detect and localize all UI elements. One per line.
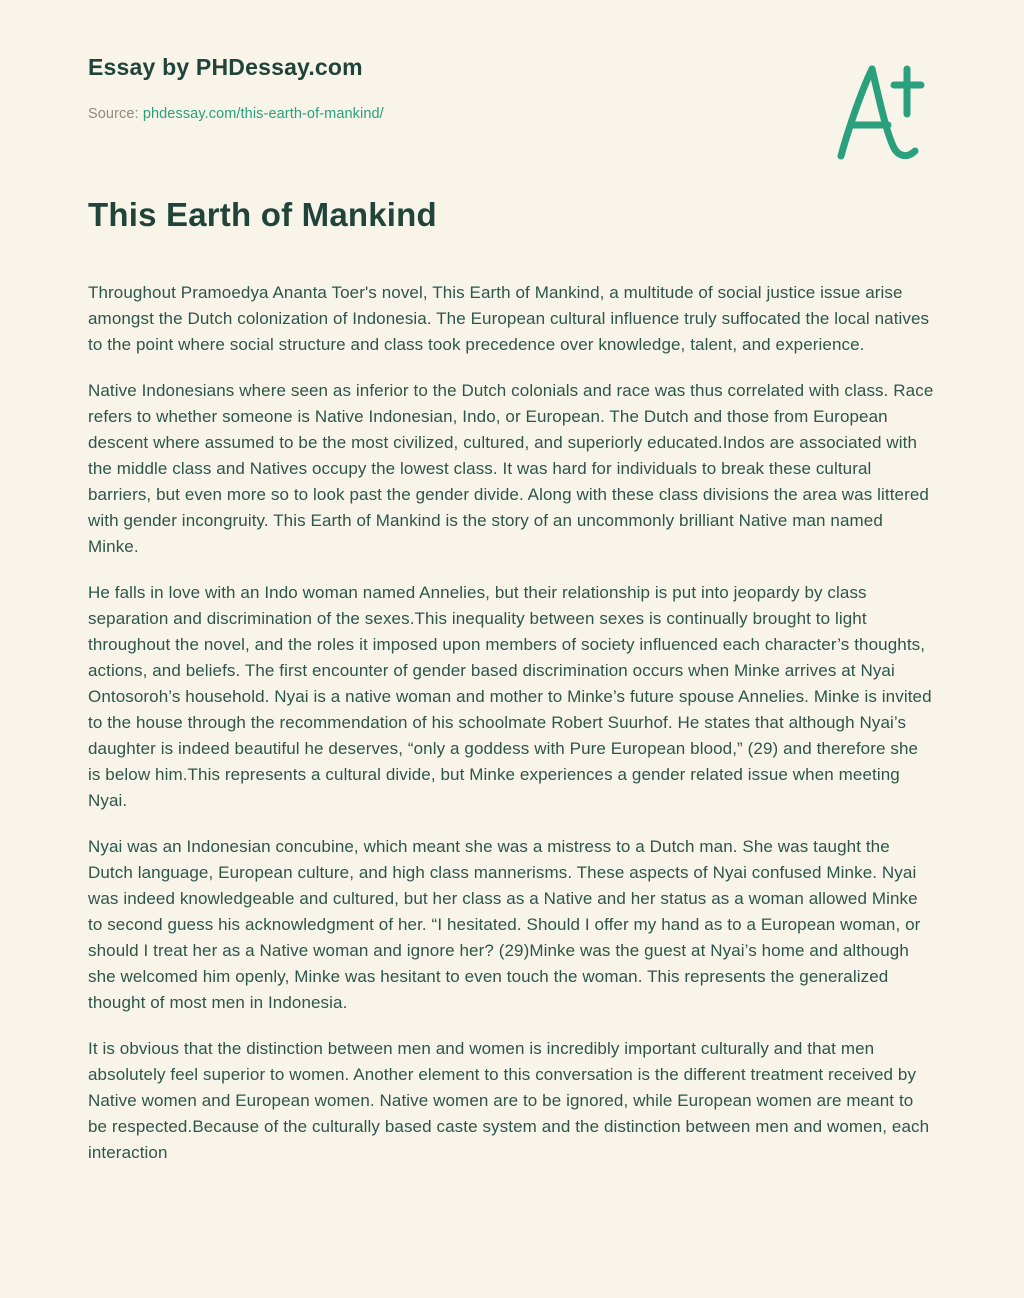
essay-title: This Earth of Mankind xyxy=(88,196,437,233)
phdessay-logo xyxy=(828,58,928,163)
essay-paragraph: It is obvious that the distinction between men and women is incredibly important culturally and that men absolutely feel superior to women. Another element to this conversation is the different treatment received by Native women and European women. Native women are to be ignored, while European women are meant to be respected.Because of the culturally based caste system and the distinction between men and women, each interaction xyxy=(88,1039,930,1162)
essay-body xyxy=(88,280,935,1166)
source-link[interactable]: phdessay.com/this-earth-of-mankind/ xyxy=(142,106,384,122)
bottom-fade-overlay xyxy=(0,1220,1024,1298)
essay-paragraph: Native Indonesians where seen as inferior to the Dutch colonials and race was thus correlated with class. Race refers to whether someone is Native Indonesian, Indo, or European. The Dutch and those from European descent where assumed to be the most civilized, cultured, and superiorly educated.Indos are associated with the middle class and Natives occupy the lowest class. It was hard for individuals to break these cultural barriers, but even more so to look past the gender divide. Along with these class divisions the area was littered with gender incongruity. This Earth of Mankind is the story of an uncommonly brilliant Native man named Minke. xyxy=(88,381,934,556)
essay-paragraph: Throughout Pramoedya Ananta Toer's novel, This Earth of Mankind, a multitude of social justice issue arise amongst the Dutch colonization of Indonesia. The European cultural influence truly suffocated the local natives to the point where social structure and class took precedence over knowledge, talent, and experience. xyxy=(88,283,930,354)
source-line xyxy=(88,106,935,122)
essay-paragraph: He falls in love with an Indo woman named Annelies, but their relationship is put into jeopardy by class separation and discrimination of the sexes.This inequality between sexes is continually brought to light throughout the novel, and the roles it imposed upon members of society influenced each character’s thoughts, actions, and beliefs. The first encounter of gender based discrimination occurs when Minke arrives at Nyai Ontosoroh’s household. Nyai is a native woman and mother to Minke’s future spouse Annelies. Minke is invited to the house through the recommendation of his schoolmate Robert Suurhof. He states that although Nyai’s daughter is indeed beautiful he deserves, “only a goddess with Pure European blood,” (29) and therefore she is below him.This represents a cultural divide, but Minke experiences a gender related issue when meeting Nyai. xyxy=(88,583,932,810)
essay-paragraph: Nyai was an Indonesian concubine, which meant she was a mistress to a Dutch man. She was taught the Dutch language, European culture, and high class mannerisms. These aspects of Nyai confused Minke. Nyai was indeed knowledgeable and cultured, but her class as a Native and her status as a woman allowed Minke to second guess his acknowledgment of her. “I hesitated. Should I offer my hand as to a European woman, or should I treat her as a Native woman and ignore her? (29)Minke was the guest at Nyai’s home and although she welcomed him openly, Minke was hesitant to even touch the woman. This represents the generalized thought of most men in Indonesia. xyxy=(88,837,921,1012)
source-label: Source: xyxy=(88,106,139,122)
page-header xyxy=(88,54,935,122)
a-plus-logo-icon xyxy=(828,58,928,163)
essay-byline: Essay by PHDessay.com xyxy=(88,54,363,80)
